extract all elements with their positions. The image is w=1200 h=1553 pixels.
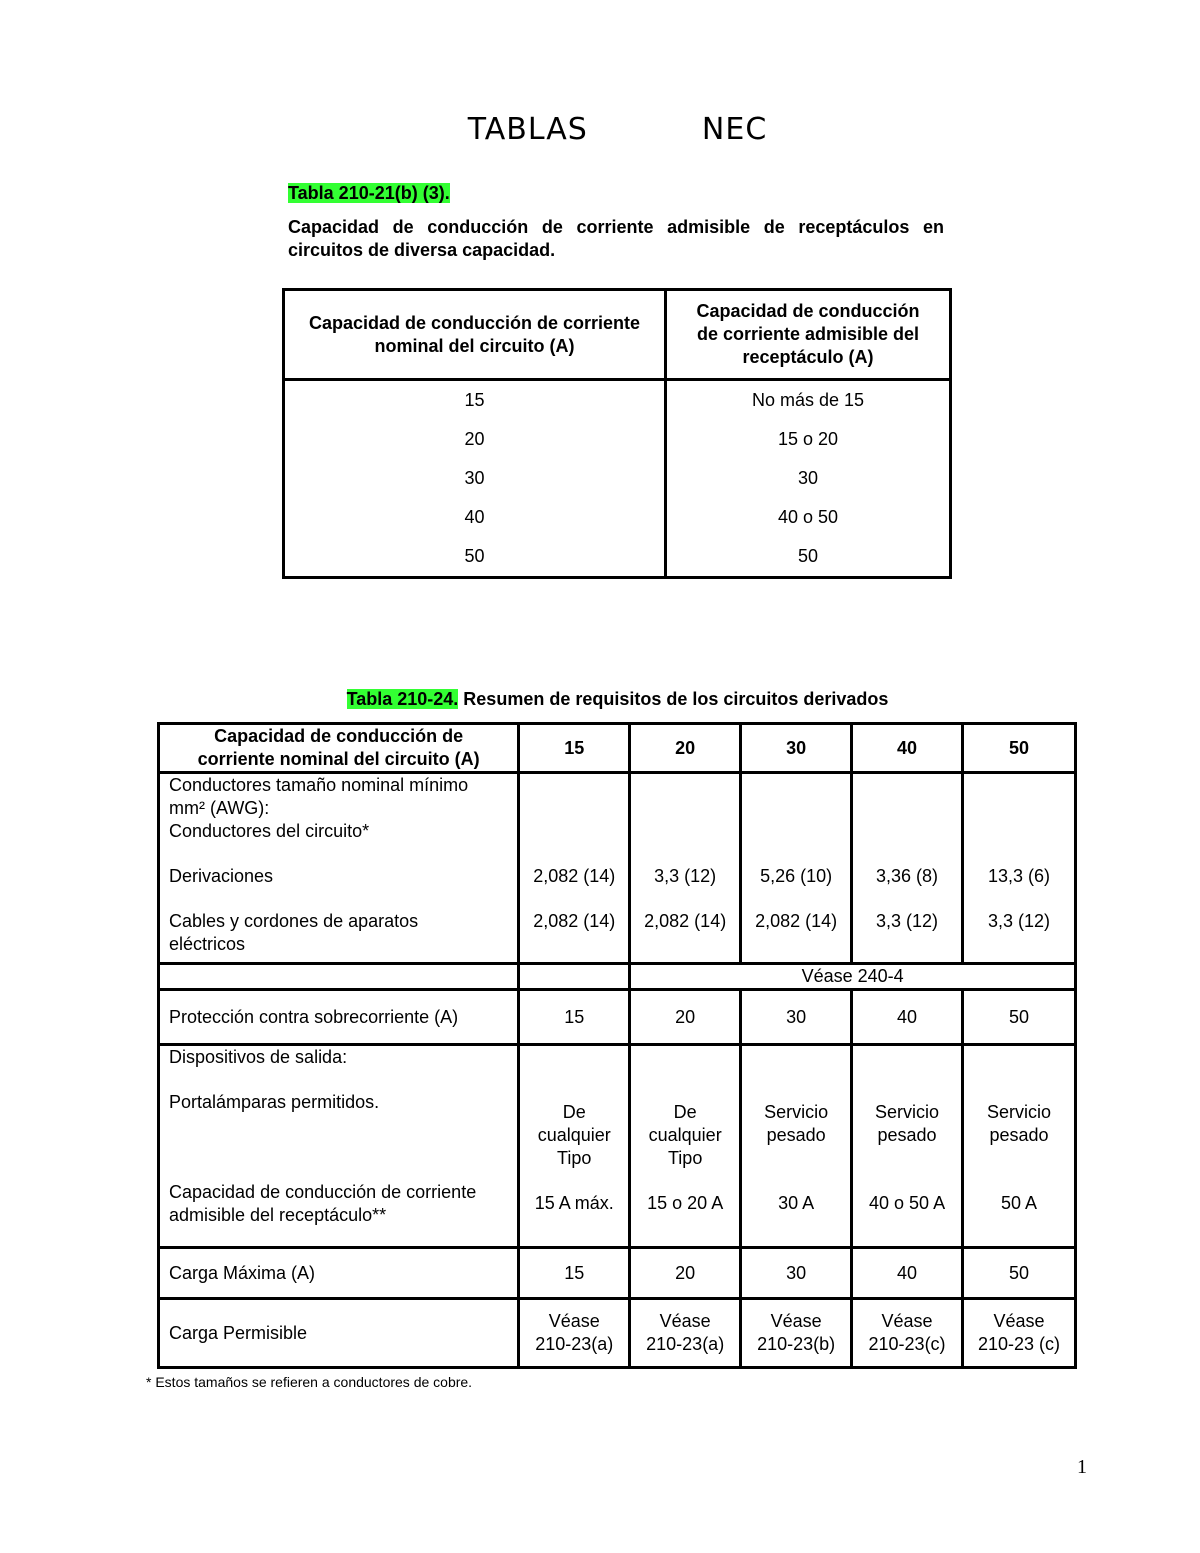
table2-carga-permisible-row: [159, 1299, 1076, 1368]
table2-col-header: 50: [963, 724, 1076, 773]
table2-header-label: Capacidad de conducción de corriente nominal del circuito (A): [159, 724, 519, 773]
dispositivos-cell: [519, 1045, 630, 1248]
cables-label: Cables y cordones de aparatos eléctricos: [169, 911, 419, 954]
derivaciones-value: 2,082 (14): [533, 866, 616, 886]
receptaculo-value: 15 A máx.: [534, 1193, 614, 1213]
table-row: [284, 498, 951, 537]
table2-caption: [0, 689, 1200, 710]
table2-col-header: 40: [852, 724, 963, 773]
dispositivos-label: Dispositivos de salida:: [169, 1047, 348, 1067]
table2-col-header: 15: [519, 724, 630, 773]
table-cell: 20: [284, 420, 666, 459]
conductors-cell: [741, 773, 852, 964]
table1-header-circuit: Capacidad de conducción de corriente nominal del circuito (A): [284, 290, 666, 380]
receptaculo-value: 30 A: [778, 1193, 815, 1213]
dispositivos-cell: [852, 1045, 963, 1248]
conductors-circuit: Conductores del circuito*: [169, 821, 370, 841]
table2-col-header: 30: [741, 724, 852, 773]
table1-header-receptacle: Capacidad de conducción de corriente admisible del receptáculo (A): [666, 290, 951, 380]
table-cell: Véase 210-23(a): [519, 1299, 630, 1368]
table-cell: Véase 210-23(a): [630, 1299, 741, 1368]
portalamparas-value: Servicio pesado: [875, 1102, 940, 1145]
conductors-label-cell: [159, 773, 519, 964]
table2: [157, 722, 1077, 1369]
conductors-intro: Conductores tamaño nominal mínimo mm² (AWG):: [169, 775, 469, 818]
dispositivos-label-cell: [159, 1045, 519, 1248]
derivaciones-value: 3,36 (8): [876, 866, 939, 886]
table-cell: 15 o 20: [666, 420, 951, 459]
cables-value: 3,3 (12): [987, 911, 1051, 931]
table2-conductors-row: [159, 773, 1076, 964]
portalamparas-value: Servicio pesado: [986, 1102, 1052, 1145]
receptaculo-label: Capacidad de conducción de corriente admisible del receptáculo**: [169, 1182, 477, 1225]
table1-label: [288, 183, 450, 204]
conductors-cell: [852, 773, 963, 964]
table-cell: 40: [852, 990, 963, 1045]
derivaciones-label: Derivaciones: [169, 866, 274, 886]
table2-label: Tabla 210-24.: [346, 689, 459, 709]
dispositivos-cell: [741, 1045, 852, 1248]
table2-dispositivos-row: [159, 1045, 1076, 1248]
receptaculo-value: 15 o 20 A: [647, 1193, 724, 1213]
table-row: [284, 380, 951, 421]
conductors-cell: [630, 773, 741, 964]
table-cell: 50: [284, 537, 666, 578]
table-cell: 30: [741, 990, 852, 1045]
carga-permisible-label: Carga Permisible: [159, 1299, 519, 1368]
cables-value: 2,082 (14): [755, 911, 838, 931]
table-cell: 40: [852, 1248, 963, 1299]
table-cell: [519, 964, 630, 990]
receptaculo-value: 40 o 50 A: [869, 1193, 946, 1213]
table-row: [284, 420, 951, 459]
table-row: [284, 537, 951, 578]
derivaciones-value: 3,3 (12): [654, 866, 717, 886]
table-cell: 20: [630, 990, 741, 1045]
table-cell: Véase 210-23 (c): [963, 1299, 1076, 1368]
table-cell: 15: [284, 380, 666, 421]
table-cell: 40 o 50: [666, 498, 951, 537]
table-cell: 30: [666, 459, 951, 498]
table-cell: [159, 964, 519, 990]
dispositivos-cell: [963, 1045, 1076, 1248]
page-number: 1: [1077, 1456, 1087, 1478]
table-row: [284, 459, 951, 498]
table-cell: 15: [519, 1248, 630, 1299]
vease-240-4: Véase 240-4: [630, 964, 1076, 990]
table2-vease-row: [159, 964, 1076, 990]
cables-value: 2,082 (14): [644, 911, 727, 931]
receptaculo-value: 50 A: [1000, 1193, 1038, 1213]
table2-col-header: 20: [630, 724, 741, 773]
derivaciones-value: 13,3 (6): [987, 866, 1051, 886]
portalamparas-value: De cualquier Tipo: [537, 1102, 611, 1168]
proteccion-label: Protección contra sobrecorriente (A): [159, 990, 519, 1045]
table2-proteccion-row: [159, 990, 1076, 1045]
table-cell: 40: [284, 498, 666, 537]
conductors-cell: [519, 773, 630, 964]
table-cell: 50: [963, 1248, 1076, 1299]
cables-value: 2,082 (14): [533, 911, 616, 931]
table-cell: 50: [666, 537, 951, 578]
table2-caption-text: Resumen de requisitos de los circuitos derivados: [458, 689, 889, 709]
table-cell: 30: [284, 459, 666, 498]
table-cell: Véase 210-23(b): [741, 1299, 852, 1368]
portalamparas-value: De cualquier Tipo: [648, 1102, 722, 1168]
table-cell: 50: [963, 990, 1076, 1045]
table-cell: 20: [630, 1248, 741, 1299]
table-cell: Véase 210-23(c): [852, 1299, 963, 1368]
table1-label-text: Tabla 210-21(b) (3).: [288, 183, 450, 203]
derivaciones-value: 5,26 (10): [760, 866, 833, 886]
page-title: TABLAS NEC: [467, 112, 768, 147]
table-cell: 30: [741, 1248, 852, 1299]
footnote: * Estos tamaños se refieren a conductores de cobre.: [146, 1374, 473, 1390]
carga-maxima-label: Carga Máxima (A): [159, 1248, 519, 1299]
portalamparas-label: Portalámparas permitidos.: [169, 1092, 380, 1112]
table-cell: No más de 15: [666, 380, 951, 421]
table1-header-row: [284, 290, 951, 380]
portalamparas-value: Servicio pesado: [764, 1102, 829, 1145]
table2-header-row: [159, 724, 1076, 773]
table1-description: Capacidad de conducción de corriente admisible de receptáculos en circuitos de diversa capacidad.: [288, 217, 944, 260]
table1: [282, 288, 952, 579]
dispositivos-cell: [630, 1045, 741, 1248]
table2-carga-maxima-row: [159, 1248, 1076, 1299]
conductors-cell: [963, 773, 1076, 964]
cables-value: 3,3 (12): [876, 911, 939, 931]
table-cell: 15: [519, 990, 630, 1045]
